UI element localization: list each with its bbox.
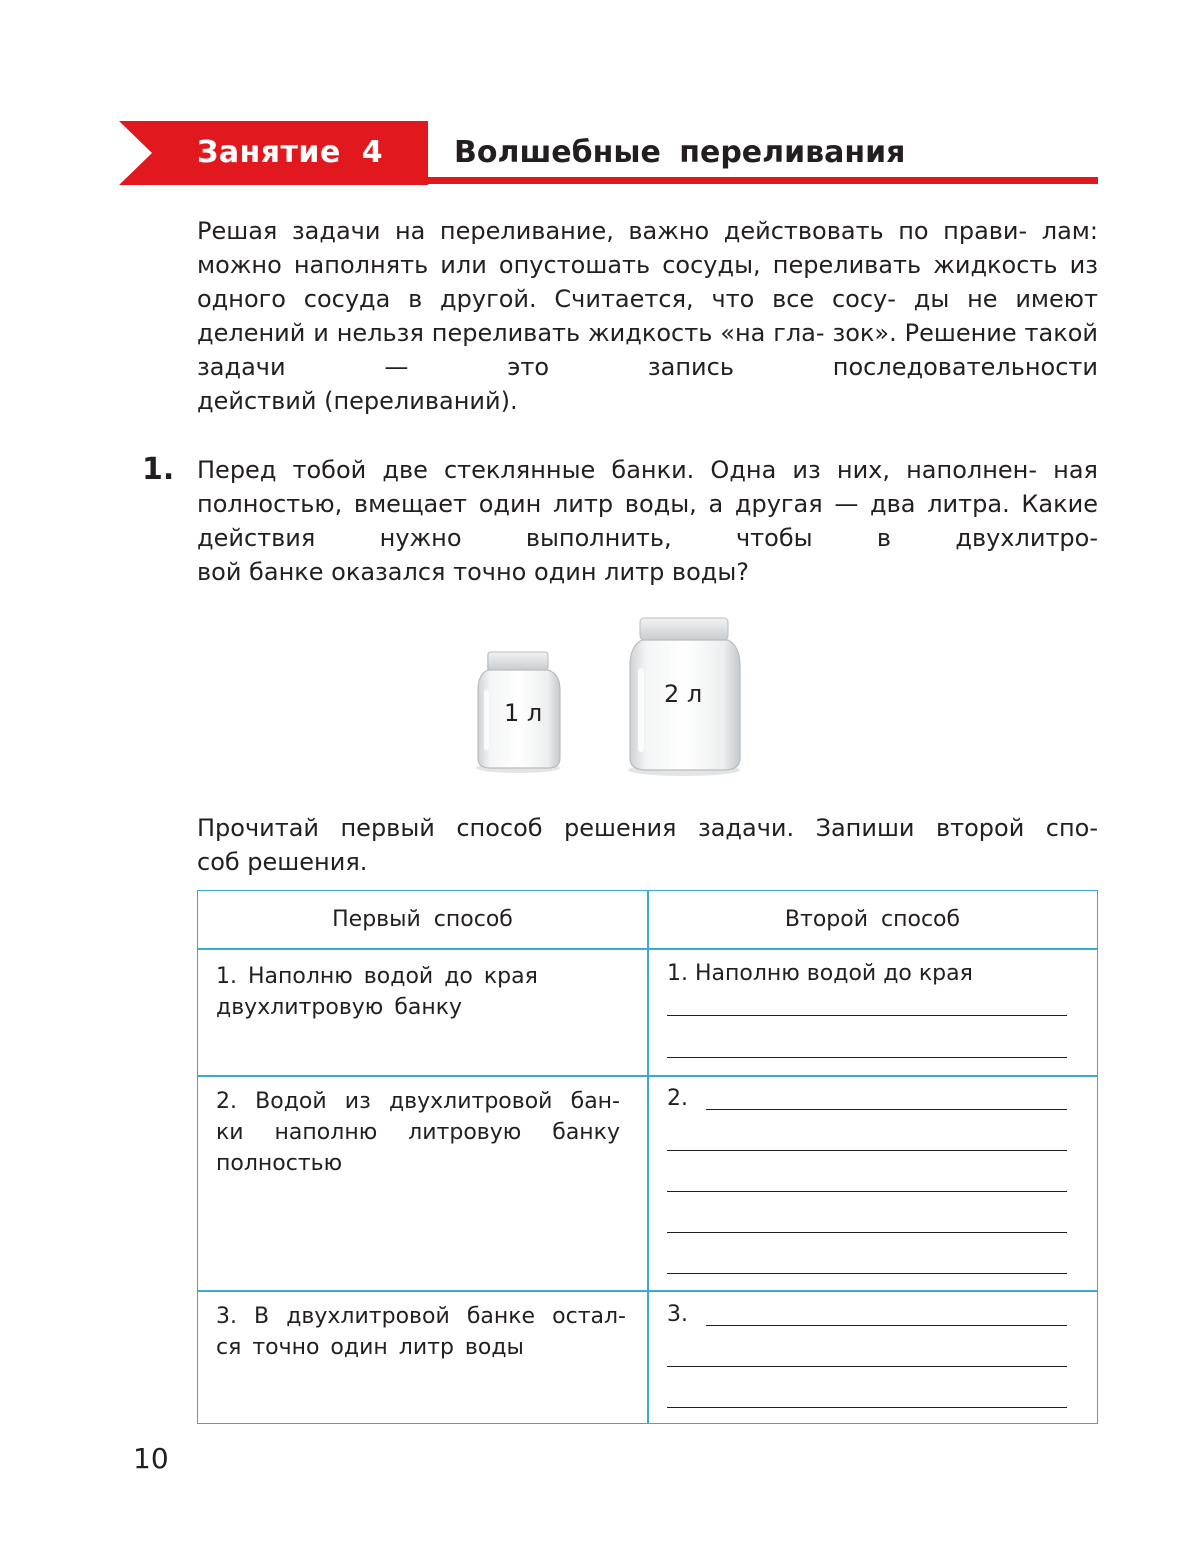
task-line: Перед тобой две стеклянные банки. Одна из них, наполнен-: [197, 456, 1038, 484]
write-line[interactable]: [667, 1015, 1067, 1016]
instruction-last-line: соб решения.: [197, 848, 368, 876]
intro-line: жидкость из одного сосуда в другой. Считается, что все сосу-: [197, 251, 1098, 313]
header-second-way: Второй способ: [784, 907, 961, 932]
write-line[interactable]: [706, 1109, 1067, 1110]
jars-illustration: [470, 612, 770, 782]
intro-line: ды не имеют делений и нельзя переливать жидкость «на гла-: [197, 285, 1098, 347]
write-line[interactable]: [706, 1325, 1067, 1326]
write-line[interactable]: [667, 1057, 1067, 1058]
instruction-line: Прочитай первый способ решения задачи. Запиши второй спо-: [197, 814, 1098, 842]
first-way-step-2: [216, 1086, 620, 1179]
intro-paragraph: [197, 214, 1098, 418]
step-line: ки наполню литровую банку: [216, 1120, 620, 1145]
task-number: 1.: [142, 452, 175, 487]
task-last-line: вой банке оказался точно один литр воды?: [197, 558, 750, 586]
second-way-step-3: 3.: [667, 1302, 688, 1327]
write-line[interactable]: [667, 1407, 1067, 1408]
intro-line: зок». Решение такой задачи — это запись последовательности: [197, 319, 1098, 381]
instruction-text: [197, 811, 1098, 879]
step-line: 2. Водой из двухлитровой бан-: [216, 1089, 620, 1114]
task-line: ная полностью, вмещает один литр воды, а другая — два: [197, 456, 1098, 518]
row-divider: [198, 1290, 1097, 1292]
second-way-step-2: 2.: [667, 1086, 688, 1111]
page-number: 10: [133, 1442, 169, 1475]
write-line[interactable]: [667, 1150, 1067, 1151]
step-line: полностью: [216, 1151, 343, 1176]
row-divider: [198, 948, 1097, 950]
small-jar-label: 1 л: [504, 699, 543, 727]
header-first-way: Первый способ: [332, 907, 513, 932]
intro-last-line: действий (переливаний).: [197, 387, 518, 415]
write-line[interactable]: [667, 1366, 1067, 1367]
write-line[interactable]: [667, 1232, 1067, 1233]
first-way-step-1: [216, 961, 626, 1023]
header-underline: [428, 177, 1098, 184]
step-line: двухлитровую банку: [216, 995, 463, 1020]
large-jar-label: 2 л: [664, 680, 703, 708]
step-line: ся точно один литр воды: [216, 1335, 524, 1360]
solution-table: [197, 890, 1098, 1424]
intro-line: Решая задачи на переливание, важно действовать по прави-: [197, 217, 1028, 245]
row-divider: [198, 1075, 1097, 1077]
intro-line: лам: можно наполнять или опустошать сосуды, переливать: [197, 217, 1098, 279]
lesson-label: Занятие 4: [197, 135, 384, 170]
first-way-step-3: [216, 1301, 626, 1363]
write-line[interactable]: [667, 1273, 1067, 1274]
jars-drawing: [470, 612, 770, 782]
column-divider: [647, 891, 649, 1423]
step-line: 1. Наполню водой до края: [216, 964, 538, 989]
lesson-title: Волшебные переливания: [454, 135, 906, 170]
second-way-step-1: 1. Наполню водой до края: [667, 961, 973, 986]
write-line[interactable]: [667, 1191, 1067, 1192]
task-text: [197, 453, 1098, 589]
step-line: 3. В двухлитровой банке остал-: [216, 1304, 626, 1329]
task-line: литра. Какие действия нужно выполнить, чтобы в двухлитро-: [197, 490, 1098, 552]
